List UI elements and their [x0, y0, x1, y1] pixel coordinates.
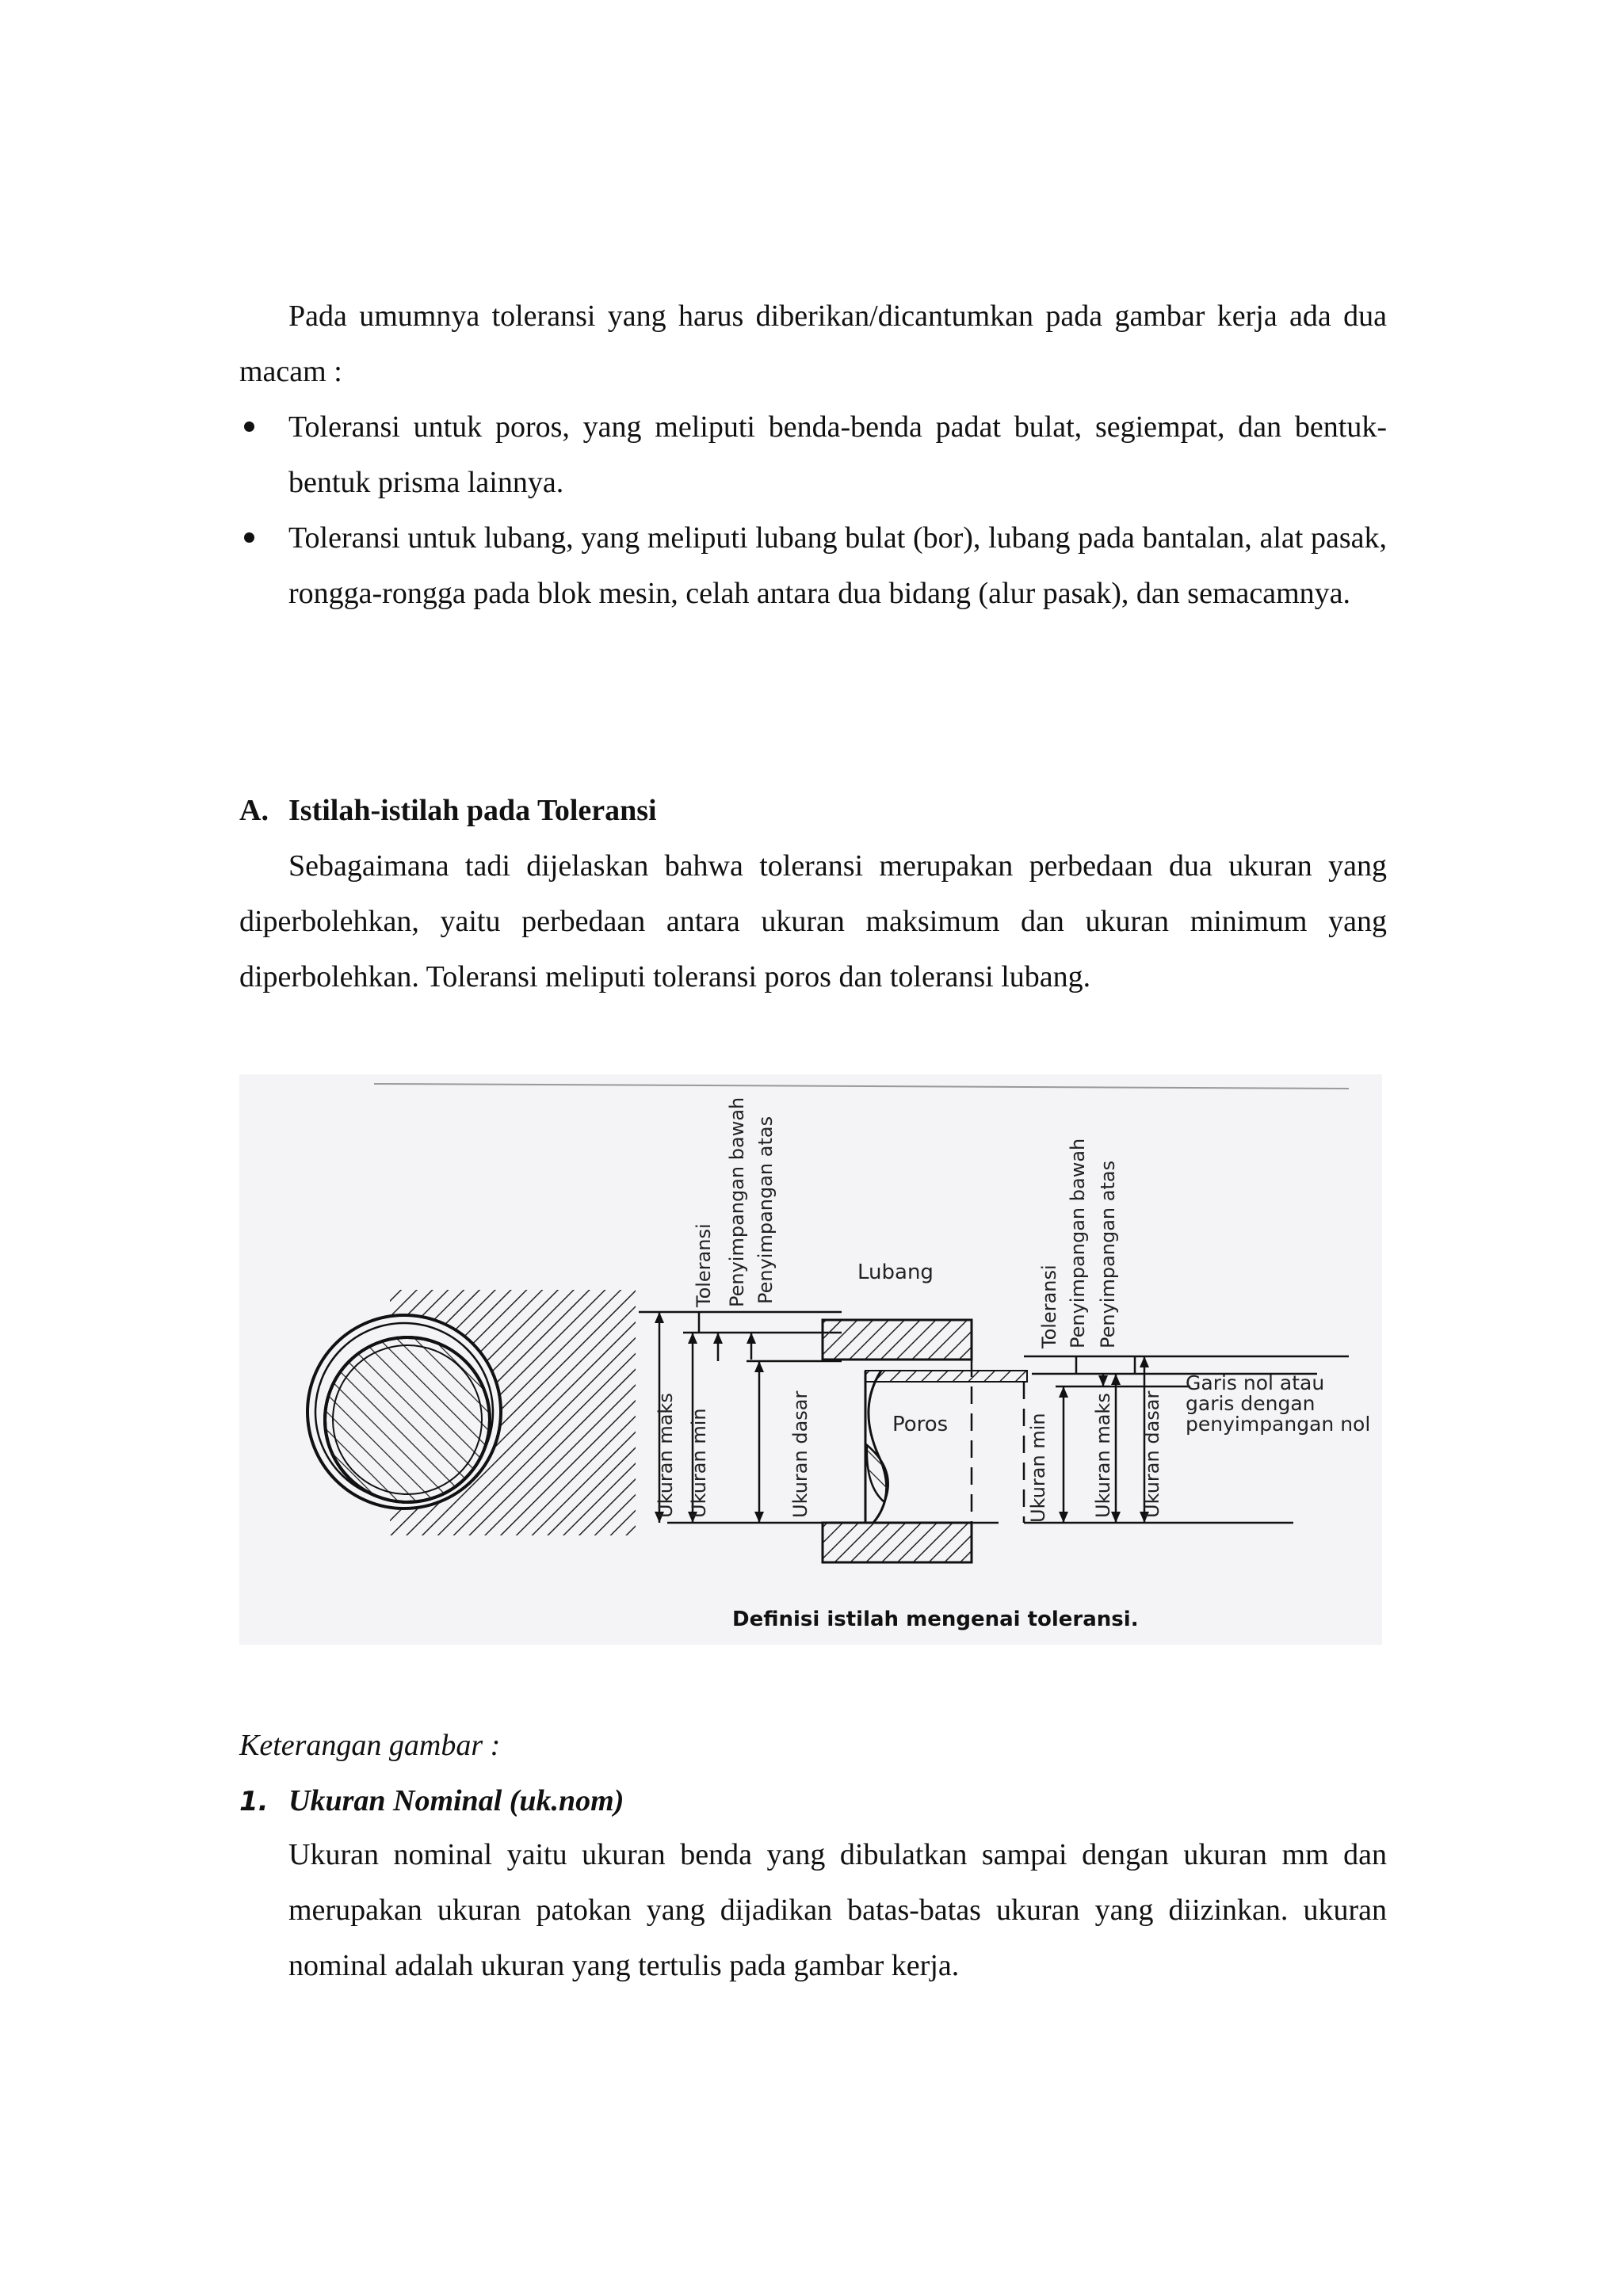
label-penyimpangan-atas-left: Penyimpangan atas — [754, 1116, 777, 1304]
keterangan-label: Keterangan gambar : — [239, 1729, 501, 1762]
shaft-top-band — [865, 1371, 1027, 1382]
label-ukuran-dasar-right: Ukuran dasar — [1141, 1390, 1163, 1518]
label-ukuran-min-right: Ukuran min — [1027, 1413, 1049, 1523]
section-letter: A. — [239, 794, 269, 827]
figure-caption: Definisi istilah mengenai toleransi. — [732, 1608, 1139, 1631]
label-toleransi-left: Toleransi — [693, 1223, 715, 1307]
label-toleransi-right: Toleransi — [1038, 1264, 1060, 1348]
item-number: 1. — [239, 1786, 269, 1817]
longitudinal-section — [823, 1320, 1027, 1562]
tolerance-definition-figure — [239, 1074, 1382, 1645]
label-garis-nol-3: penyimpangan nol — [1186, 1413, 1371, 1436]
label-ukuran-min-left: Ukuran min — [688, 1408, 710, 1518]
hole-wall-top — [823, 1320, 972, 1360]
bullet-item-lubang — [239, 510, 1387, 621]
label-ukuran-dasar-left: Ukuran dasar — [789, 1390, 812, 1518]
section-title: Istilah-istilah pada Toleransi — [288, 794, 657, 827]
label-penyimpangan-atas-right: Penyimpangan atas — [1097, 1160, 1119, 1348]
label-ukuran-maks-left: Ukuran maks — [655, 1393, 677, 1518]
intro-paragraph: Pada umumnya toleransi yang harus diberikan/dicantumkan pada gambar kerja ada dua macam : — [239, 299, 1387, 388]
section-a-paragraph: Sebagaimana tadi dijelaskan bahwa toleransi merupakan perbedaan dua ukuran yang diperbolehkan, yaitu perbedaan antara ukuran maksimum dan ukuran minimum yang diperbolehkan. Toleransi meliputi toleransi poros dan toleransi lubang. — [239, 849, 1387, 994]
section-a-heading — [239, 783, 657, 838]
item-1-heading — [239, 1773, 624, 1829]
label-ukuran-maks-right: Ukuran maks — [1092, 1393, 1114, 1518]
item-1-body: Ukuran nominal yaitu ukuran benda yang dibulatkan sampai dengan ukuran mm dan merupakan ukuran patokan yang dijadikan batas-batas ukuran yang diizinkan. ukuran nominal adalah ukuran yang tertulis pada gambar kerja. — [288, 1838, 1387, 1982]
tolerance-diagram — [239, 1074, 1382, 1645]
cross-section-view — [307, 1290, 636, 1535]
label-garis-nol-1: Garis nol atau — [1186, 1371, 1325, 1394]
label-penyimpangan-bawah-left: Penyimpangan bawah — [726, 1097, 748, 1307]
label-poros: Poros — [892, 1413, 949, 1436]
label-lubang: Lubang — [857, 1261, 934, 1284]
scan-edge-line — [374, 1084, 1349, 1089]
bullet-item-poros — [239, 399, 1387, 510]
item-title: Ukuran Nominal (uk.nom) — [288, 1784, 624, 1817]
bullet-text: Toleransi untuk poros, yang meliputi benda-benda padat bulat, segiempat, dan bentuk-bentuk prisma lainnya. — [288, 410, 1387, 499]
bullet-text: Toleransi untuk lubang, yang meliputi lubang bulat (bor), lubang pada bantalan, alat pasak, rongga-rongga pada blok mesin, celah antara dua bidang (alur pasak), dan semacamnya. — [288, 521, 1387, 610]
label-garis-nol-2: garis dengan — [1186, 1392, 1316, 1415]
hole-wall-bottom — [823, 1523, 972, 1562]
label-penyimpangan-bawah-right: Penyimpangan bawah — [1067, 1138, 1089, 1348]
